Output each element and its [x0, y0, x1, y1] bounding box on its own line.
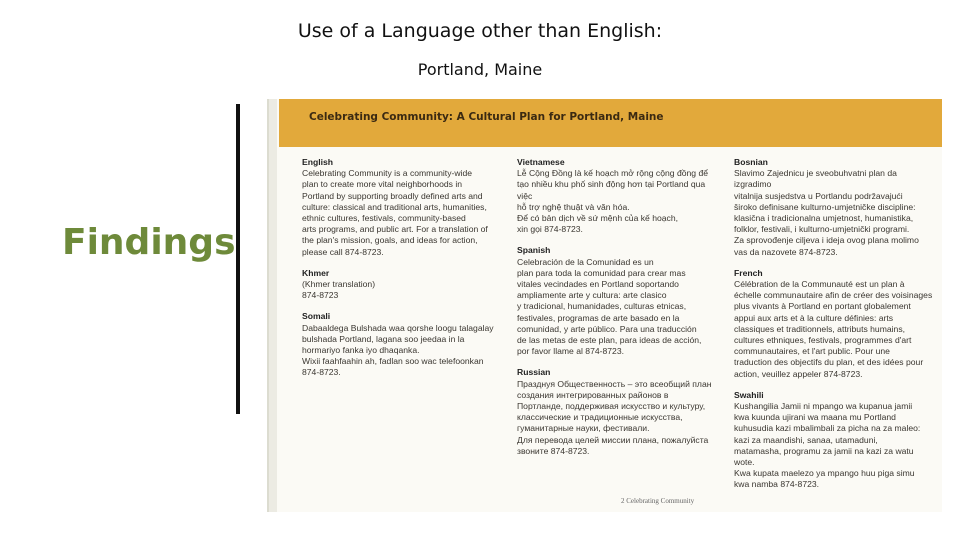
language-heading: Somali	[302, 311, 331, 322]
language-heading: Bosnian	[734, 157, 768, 167]
translation-text: (Khmer translation) 874-8723	[302, 279, 376, 301]
slide-title: Use of a Language other than English:	[297, 20, 663, 42]
translation-block-khmer	[302, 268, 497, 302]
language-heading: French	[734, 267, 763, 278]
language-heading: Khmer	[302, 267, 330, 278]
translation-block-bosnian	[734, 157, 934, 258]
translation-block-french	[734, 268, 934, 380]
language-heading: Spanish	[517, 245, 551, 256]
document-banner-title: Celebrating Community: A Cultural Plan for Portland, Maine	[309, 111, 664, 123]
translation-text: Dabaaldega Bulshada waa qorshe loogu talagalay bulshada Portland, lagana soo jeedaa in la hormariyo fanka iyo dhaqanka. Wixii faahfaahin ah, fadlan soo wac telefoonkan 874-8723.	[302, 322, 494, 378]
translation-block-swahili	[734, 390, 934, 491]
translation-text: Kushangilia Jamii ni mpango wa kupanua jamii kwa kuunda ujirani wa maana mu Portland kuhusudia kazi mbalimbali za picha na za maleo: kazi za maandishi, sanaa, utamaduni, matamasha, programu za jamii na kazi za watu wote. Kwa kupata maelezo ya mpango huu piga simu kwa namba 874-8723.	[734, 401, 921, 490]
language-heading: Swahili	[734, 389, 764, 400]
translation-text: Celebración de la Comunidad es un plan para toda la comunidad para crear mas vitales vecindades en Portland soportando ampliamente arte y cultura: arte clasico y tradicional, humanidades, culturas etnicas, festivales, programas de arte basado en la comunidad, y arte público. Para una traducción de las metas de este plan, para ideas de acción, por favor llame al 874-8723.	[517, 256, 702, 357]
translation-block-russian	[517, 367, 717, 457]
document-footer: 2 Celebrating Community	[621, 497, 695, 505]
translation-text: Lễ Cộng Đồng là kế hoạch mở rộng cộng đồng để tạo nhiều khu phố sinh động hơn tại Portland qua việc hỗ trợ nghệ thuật và văn hóa. Để có bản dịch về sứ mệnh của kế hoạch, xin gọi 874-8723.	[517, 168, 709, 235]
language-heading: English	[302, 157, 334, 167]
slide-subtitle: Portland, Maine	[417, 60, 543, 79]
translation-text: Празднуя Общественность – это всеобщий план создания интегрированных районов в Портланде, поддерживая искусство и культуру, классические и традиционные искусства, гуманитарные науки, фестивали. Для перевода целей миссии плана, пожалуйста звоните 874-8723.	[517, 378, 712, 456]
translation-column-2	[517, 157, 717, 467]
findings-label: Findings	[62, 222, 236, 263]
vertical-divider	[236, 104, 240, 414]
scan-page-edge	[269, 99, 277, 512]
scanned-document-image	[267, 99, 942, 512]
language-heading: Russian	[517, 367, 551, 378]
translation-block-somali	[302, 311, 497, 378]
translation-text: Célébration de la Communauté est un plan à échelle communautaire afin de créer des voisinages plus vivants à Portland en portant globalement appui aux arts et à la culture définies: arts classiques et traditionnels, attributs humains, cultures ethniques, festivals, programmes d'art communautaires, et l'art public. Pour une traduction des objectifs du plan, et des idées pour action, veuillez appeler 874-8723.	[734, 279, 933, 379]
translation-column-1	[302, 157, 497, 389]
translation-block-spanish	[517, 245, 717, 357]
translation-block-english	[302, 157, 497, 258]
translation-text: Celebrating Community is a community-wide plan to create more vital neighborhoods in Portland by supporting broadly defined arts and culture: classical and traditional arts, humanities, ethnic cultures, festivals, community-based arts programs, and public art. For a translation of the plan's mission, goals, and ideas for action, please call 874-8723.	[302, 168, 488, 257]
document-banner	[279, 99, 942, 147]
language-heading: Vietnamese	[517, 157, 565, 167]
translation-text: Slavimo Zajednicu je sveobuhvatni plan da izgradimo vitalnija susjedstva u Portlandu podržavajući široko definisane kulturno-umjetničke discipline: klasična i tradicionalna umjetnost, humanistika, folklor, festivali, i kulturno-umjetnički programi. Za sprovođenje ciljeva i ideja ovog plana molimo vas da nazovete 874-8723.	[734, 168, 919, 257]
translation-column-3	[734, 157, 934, 501]
translation-block-vietnamese	[517, 157, 717, 235]
